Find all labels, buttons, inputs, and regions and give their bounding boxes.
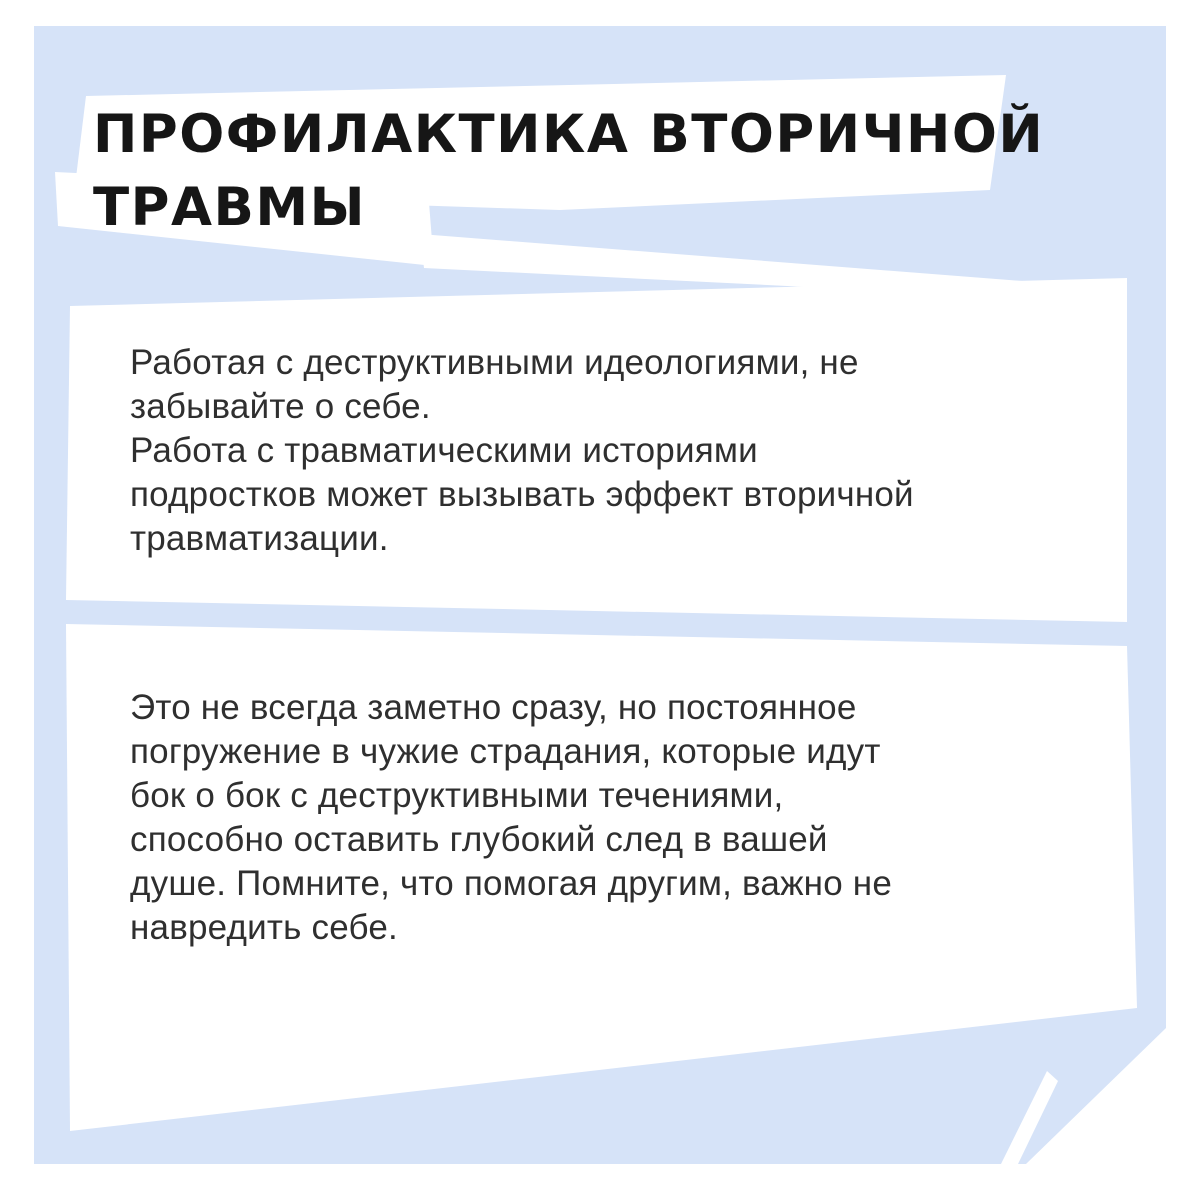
paragraph-1-line: Работая с деструктивными идеологиями, не bbox=[130, 343, 859, 382]
paragraph-2-line: способно оставить глубокий след в вашей bbox=[130, 820, 828, 859]
page-title-line-2: ТРАВМЫ bbox=[93, 177, 367, 238]
paragraph-1-text bbox=[130, 341, 914, 561]
paragraph-2-text bbox=[130, 686, 892, 950]
paragraph-2-line: Это не всегда заметно сразу, но постоянное bbox=[130, 688, 857, 727]
paragraph-1-line: подростков может вызывать эффект вторичной bbox=[130, 475, 914, 514]
page-title-line-1: ПРОФИЛАКТИКА ВТОРИЧНОЙ bbox=[93, 104, 1045, 165]
paragraph-2-line: бок о бок с деструктивными течениями, bbox=[130, 776, 784, 815]
paragraph-1-line: травматизации. bbox=[130, 519, 389, 558]
paragraph-1-line: забывайте о себе. bbox=[130, 387, 431, 426]
paragraph-2-line: навредить себе. bbox=[130, 908, 398, 947]
paragraph-2-line: душе. Помните, что помогая другим, важно не bbox=[130, 864, 892, 903]
paragraph-1-line: Работа с травматическими историями bbox=[130, 431, 758, 470]
paragraph-2-line: погружение в чужие страдания, которые идут bbox=[130, 732, 881, 771]
